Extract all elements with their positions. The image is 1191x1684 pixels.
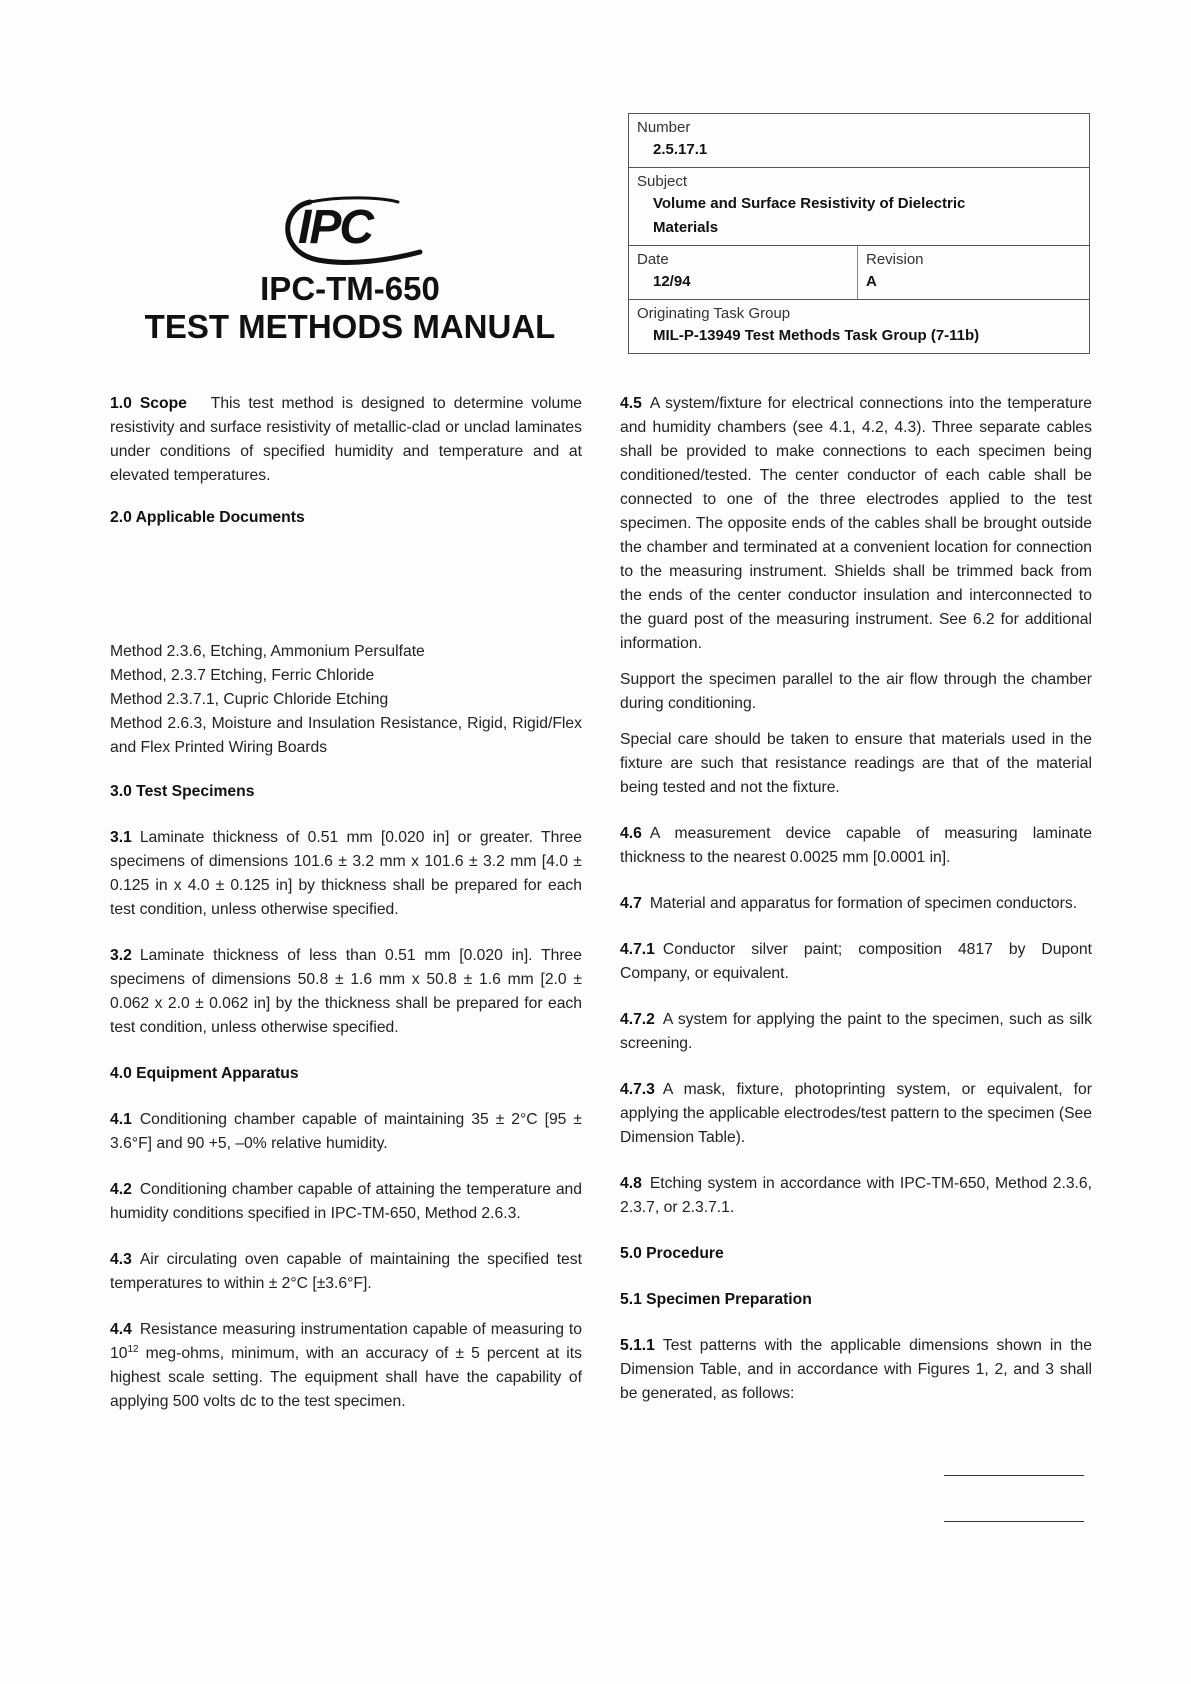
manual-title bbox=[120, 270, 580, 346]
revision-value: A bbox=[866, 273, 877, 290]
heading-specimen-preparation: 5.1 Specimen Preparation bbox=[620, 1291, 812, 1308]
date-value: 12/94 bbox=[653, 273, 691, 290]
section-number: 4.6 bbox=[620, 825, 642, 842]
section-text: Material and apparatus for formation of specimen conductors. bbox=[649, 895, 1078, 912]
manual-title-line1: IPC-TM-650 bbox=[260, 270, 440, 307]
section-4-2 bbox=[110, 1178, 582, 1226]
header-branding bbox=[120, 180, 580, 269]
blank-line bbox=[944, 1475, 1084, 1476]
document-item: Method 2.3.6, Etching, Ammonium Persulfate bbox=[110, 643, 425, 660]
number-value: 2.5.17.1 bbox=[653, 141, 708, 158]
exponent: 12 bbox=[127, 1343, 139, 1355]
date-revision-row bbox=[629, 246, 1089, 300]
document-info-box bbox=[628, 113, 1090, 354]
section-3-1 bbox=[110, 826, 582, 922]
section-5-1-1 bbox=[620, 1334, 1092, 1406]
section-number: 5.1.1 bbox=[620, 1337, 655, 1354]
section-text: Etching system in accordance with IPC-TM-650, Method 2.3.6, 2.3.7, or 2.3.7.1. bbox=[620, 1175, 1092, 1216]
section-title: Scope bbox=[139, 395, 187, 412]
section-text: A mask, fixture, photoprinting system, or equivalent, for applying the applicable electrodes/test pattern to the specimen (See Dimension Table). bbox=[620, 1081, 1092, 1146]
section-4-6 bbox=[620, 822, 1092, 870]
subject-value-line1: Volume and Surface Resistivity of Dielectric bbox=[653, 195, 966, 212]
section-text-a: Resistance measuring instrumentation capable of measuring to 10 bbox=[110, 1321, 582, 1362]
ipc-logo bbox=[270, 194, 430, 269]
section-number: 3.1 bbox=[110, 829, 132, 846]
section-text: A system/fixture for electrical connections into the temperature and humidity chambers (see 4.1, 4.2, 4.3). Three separate cables shall be provided to make connections to each specimen being conditioned/tested. The center conductor of each cable shall be connected to one of the three electrodes applied to the test specimen. The opposite ends of the cables shall be brought outside the chamber and terminated at a convenient location for connection to the measuring instrument. Shields shall be trimmed back from the ends of the center conductor insulation and interconnected to the guard post of the measuring instrument. See 6.2 for additional information. bbox=[620, 395, 1092, 652]
section-number: 4.7.1 bbox=[620, 941, 655, 958]
revision-label: Revision bbox=[866, 251, 924, 268]
section-text: Conditioning chamber capable of attaining the temperature and humidity conditions specified in IPC-TM-650, Method 2.6.3. bbox=[110, 1181, 582, 1222]
task-group-label: Originating Task Group bbox=[637, 305, 791, 322]
section-text: Test patterns with the applicable dimensions shown in the Dimension Table, and in accordance with Figures 1, 2, and 3 shall be generated, as follows: bbox=[620, 1337, 1092, 1402]
section-number: 4.5 bbox=[620, 395, 642, 412]
section-number: 4.1 bbox=[110, 1111, 132, 1128]
section-4-7 bbox=[620, 892, 1092, 916]
section-number: 4.7.2 bbox=[620, 1011, 655, 1028]
revision-cell bbox=[858, 246, 932, 299]
section-number: 3.2 bbox=[110, 947, 132, 964]
subject-value-line2: Materials bbox=[653, 219, 719, 236]
number-label: Number bbox=[637, 119, 691, 136]
heading-procedure: 5.0 Procedure bbox=[620, 1245, 724, 1262]
document-item: Method 2.3.7.1, Cupric Chloride Etching bbox=[110, 691, 389, 708]
left-column bbox=[110, 392, 582, 1414]
section-number: 1.0 bbox=[110, 395, 132, 412]
manual-title-line2: TEST METHODS MANUAL bbox=[144, 308, 556, 345]
section-4-4 bbox=[110, 1318, 582, 1414]
logo-text: IPC bbox=[298, 201, 373, 254]
blank-line bbox=[944, 1521, 1084, 1522]
task-group-value: MIL-P-13949 Test Methods Task Group (7-11b) bbox=[653, 327, 980, 344]
heading-equipment-apparatus: 4.0 Equipment Apparatus bbox=[110, 1065, 299, 1082]
applicable-documents-list bbox=[110, 640, 582, 760]
document-item: Method, 2.3.7 Etching, Ferric Chloride bbox=[110, 667, 375, 684]
task-group-row bbox=[629, 300, 1089, 353]
right-column bbox=[620, 392, 1092, 1406]
section-4-7-1 bbox=[620, 938, 1092, 986]
section-number: 4.4 bbox=[110, 1321, 132, 1338]
section-text: Conditioning chamber capable of maintaining 35 ± 2°C [95 ± 3.6°F] and 90 +5, –0% relative humidity. bbox=[110, 1111, 582, 1152]
section-4-7-3 bbox=[620, 1078, 1092, 1150]
section-4-3 bbox=[110, 1248, 582, 1296]
date-label: Date bbox=[637, 251, 669, 268]
section-text: This test method is designed to determine volume resistivity and surface resistivity of metallic-clad or unclad laminates under conditions of specified humidity and temperature and at elevated temperatures. bbox=[110, 395, 582, 484]
section-number: 4.2 bbox=[110, 1181, 132, 1198]
special-care-paragraph: Special care should be taken to ensure that materials used in the fixture are such that resistance readings are that of the material being tested and not the fixture. bbox=[620, 731, 1092, 796]
section-4-7-2 bbox=[620, 1008, 1092, 1056]
section-number: 4.7 bbox=[620, 895, 642, 912]
subject-row bbox=[629, 168, 1089, 246]
document-item: Method 2.6.3, Moisture and Insulation Resistance, Rigid, Rigid/Flex and Flex Printed Wiring Boards bbox=[110, 715, 582, 756]
support-paragraph: Support the specimen parallel to the air flow through the chamber during conditioning. bbox=[620, 671, 1092, 712]
section-text: Laminate thickness of 0.51 mm [0.020 in] or greater. Three specimens of dimensions 101.6 ± 3.2 mm x 101.6 ± 3.2 mm [4.0 ± 0.125 in x 4.0 ± 0.125 in] by thickness shall be prepared for each test condition, unless otherwise specified. bbox=[110, 829, 582, 918]
section-4-1 bbox=[110, 1108, 582, 1156]
section-3-2 bbox=[110, 944, 582, 1040]
section-text-b: meg-ohms, minimum, with an accuracy of ± 5 percent at its highest scale setting. The equipment shall have the capability of applying 500 volts dc to the test specimen. bbox=[110, 1345, 582, 1410]
number-row bbox=[629, 114, 1089, 168]
section-text: A measurement device capable of measuring laminate thickness to the nearest 0.0025 mm [0.0001 in]. bbox=[620, 825, 1092, 866]
section-number: 4.8 bbox=[620, 1175, 642, 1192]
section-1-0 bbox=[110, 392, 582, 488]
section-text: Air circulating oven capable of maintaining the specified test temperatures to within ± 2°C [±3.6°F]. bbox=[110, 1251, 582, 1292]
section-text: Laminate thickness of less than 0.51 mm [0.020 in]. Three specimens of dimensions 50.8 ± 1.6 mm x 50.8 ± 1.6 mm [2.0 ± 0.062 x 2.0 ± 0.062 in] by the thickness shall be prepared for each test condition, unless otherwise specified. bbox=[110, 947, 582, 1036]
subject-label: Subject bbox=[637, 173, 688, 190]
heading-test-specimens: 3.0 Test Specimens bbox=[110, 783, 255, 800]
section-number: 4.3 bbox=[110, 1251, 132, 1268]
section-4-8 bbox=[620, 1172, 1092, 1220]
heading-applicable-documents: 2.0 Applicable Documents bbox=[110, 509, 305, 526]
section-text: A system for applying the paint to the specimen, such as silk screening. bbox=[620, 1011, 1092, 1052]
section-number: 4.7.3 bbox=[620, 1081, 655, 1098]
section-4-5 bbox=[620, 392, 1092, 656]
section-text: Conductor silver paint; composition 4817 by Dupont Company, or equivalent. bbox=[620, 941, 1092, 982]
date-cell bbox=[629, 246, 858, 299]
